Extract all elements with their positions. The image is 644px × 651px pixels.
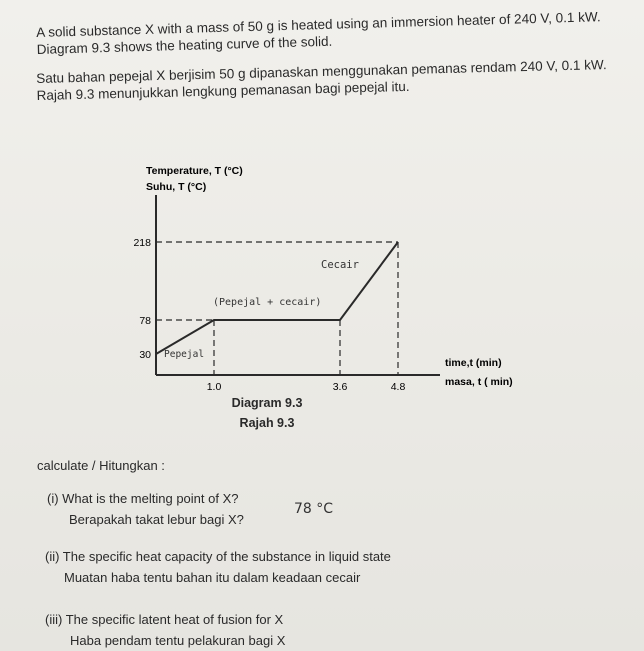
calculate-heading: calculate / Hitungkan : [37, 458, 165, 473]
question-2-ms: Muatan haba tentu bahan itu dalam keadaan cecair [64, 570, 361, 585]
question-3-en: (iii) The specific latent heat of fusion for X [45, 612, 284, 627]
annotation-solid: Pepejal [164, 349, 205, 360]
question-3-ms: Haba pendam tentu pelakuran bagi X [70, 633, 286, 648]
x-tick-label: 3.6 [332, 381, 348, 393]
x-axis-title-ms: masa, t ( min) [445, 376, 513, 388]
x-tick-label: 1.0 [206, 381, 222, 393]
diagram-caption-ms: Rajah 9.3 [239, 416, 295, 430]
y-tick-label: 78 [139, 315, 151, 327]
diagram-caption-en: Diagram 9.3 [231, 396, 303, 410]
intro-en-line-1: A solid substance X with a mass of 50 g is heated using an immersion heater of 240 V, 0.1 kW. [36, 9, 601, 40]
intro-ms-line-2: Rajah 9.3 menunjukkan lengkung pemanasan bagi pepejal itu. [36, 78, 410, 103]
question-2-en: (ii) The specific heat capacity of the substance in liquid state [45, 549, 391, 564]
annotation-solid-liquid: (Pepejal + cecair) [213, 297, 322, 308]
question-1-en: (i) What is the melting point of X? [47, 491, 239, 506]
intro-ms-line-1: Satu bahan pepejal X berjisim 50 g dipanaskan menggunakan pemanas rendam 240 V, 0.1 kW. [36, 57, 607, 86]
heating-curve-chart [100, 160, 550, 395]
annotation-liquid: Cecair [321, 259, 359, 271]
question-1-ms: Berapakah takat lebur bagi X? [69, 512, 244, 527]
intro-en-line-2: Diagram 9.3 shows the heating curve of the solid. [36, 33, 333, 57]
y-tick-label: 30 [139, 349, 151, 361]
x-axis-title: time,t (min) [445, 357, 502, 369]
handwritten-answer-1: 78 °C [294, 501, 334, 517]
x-tick-label: 4.8 [390, 381, 406, 393]
tick-labels [133, 237, 405, 393]
y-axis-title: Temperature, T (°C) [146, 165, 243, 177]
y-axis-title-ms: Suhu, T (°C) [146, 181, 207, 193]
y-tick-label: 218 [133, 237, 151, 249]
